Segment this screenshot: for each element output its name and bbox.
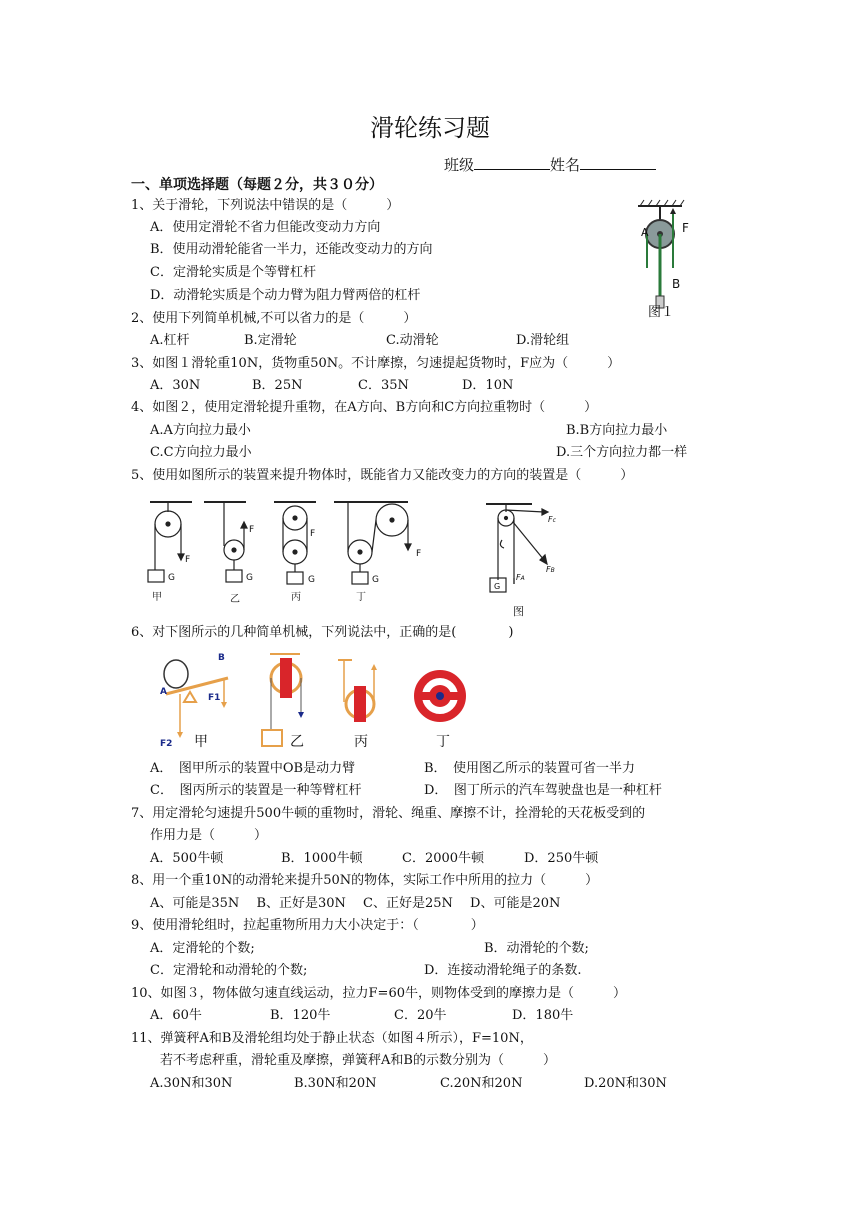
q7-option-a: A．500牛顿 [150, 851, 224, 866]
fig1-label-b: B [672, 277, 681, 291]
fig5-g-yi: G [246, 573, 253, 583]
q6-option-b: B． 使用图乙所示的装置可省一半力 [424, 761, 636, 776]
fig5-f-ding: F [416, 549, 422, 559]
q11-option-c: C.20N和20N [440, 1076, 523, 1091]
q11-stem-cont: 若不考虑秤重，滑轮重及摩擦，弹簧秤A和B的示数分别为（ ） [160, 1053, 556, 1068]
q7-stem-cont: 作用力是（ ） [150, 828, 268, 843]
q3-option-b: B．25N [252, 378, 303, 393]
fig2-fb-sub: B [550, 567, 555, 574]
fig1-label-a: A [641, 226, 649, 239]
svg-text:Fc [548, 515, 557, 524]
fig6-label-f1: F1 [208, 693, 221, 703]
q10-option-a: A．60牛 [150, 1008, 202, 1023]
q2-option-d: D.滑轮组 [516, 333, 570, 348]
q4-option-d: D.三个方向拉力都一样 [556, 445, 688, 460]
q5-stem: 5、使用如图所示的装置来提升物体时，既能省力又能改变力的方向的装置是（ ） [131, 468, 634, 483]
class-name-line [444, 154, 656, 175]
fig6-name-bing: 丙 [354, 734, 368, 750]
q11-option-b: B.30N和20N [294, 1076, 377, 1091]
q9-option-c: C．定滑轮和动滑轮的个数; [150, 963, 308, 978]
svg-text:FA [516, 573, 525, 582]
fig5-label-ding: 丁 [356, 592, 366, 603]
q10-option-b: B．120牛 [270, 1008, 331, 1023]
fig2-fa: F [516, 573, 521, 582]
class-blank[interactable] [474, 154, 550, 170]
q11-option-a: A.30N和30N [150, 1076, 233, 1091]
fig1-label-f: F [682, 221, 689, 235]
name-blank[interactable] [580, 154, 656, 170]
name-label: 姓名 [550, 156, 581, 174]
fig1-caption: 图１ [648, 305, 675, 320]
fig5-f-bing: F [310, 529, 316, 539]
q3-option-d: D．10N [462, 378, 514, 393]
q6-option-d: D． 图丁所示的汽车驾驶盘也是一种杠杆 [424, 783, 662, 798]
q8-stem: 8、用一个重10N的动滑轮来提升50N的物体，实际工作中所用的拉力（ ） [131, 873, 599, 888]
q10-option-c: C．20牛 [394, 1008, 447, 1023]
q9-option-d: D．连接动滑轮绳子的条数. [424, 963, 582, 978]
fig6-label-a: A [160, 687, 167, 697]
q7-stem: 7、用定滑轮匀速提升500牛顿的重物时，滑轮、绳重、摩擦不计，拴滑轮的天花板受到的 [131, 806, 646, 821]
fig2-fa-sub: A [520, 575, 525, 582]
q3-stem: 3、如图１滑轮重10N，货物重50N。不计摩擦，匀速提起货物时，F应为（ ） [131, 356, 621, 371]
q11-option-d: D.20N和30N [584, 1076, 667, 1091]
fig6-label-f2: F2 [160, 739, 173, 749]
q9-option-b: B．动滑轮的个数; [484, 941, 589, 956]
section-heading: 一、单项选择题（每题２分，共３０分） [131, 177, 383, 193]
q3-option-c: C．35N [358, 378, 409, 393]
q2-stem: 2、使用下列简单机械,不可以省力的是（ ） [131, 311, 417, 326]
q1-option-a: A．使用定滑轮不省力但能改变动力方向 [150, 220, 381, 235]
q7-option-d: D．250牛顿 [524, 851, 599, 866]
fig5-g-ding: G [372, 575, 379, 585]
q7-option-b: B．1000牛顿 [281, 851, 363, 866]
q4-option-b: B.B方向拉力最小 [566, 423, 668, 438]
q6-option-a: A． 图甲所示的装置中OB是动力臂 [150, 761, 356, 776]
fig6-name-jia: 甲 [194, 734, 208, 750]
q10-stem: 10、如图３，物体做匀速直线运动，拉力F=60牛，则物体受到的摩擦力是（ ） [131, 986, 626, 1001]
q6-stem: 6、对下图所示的几种简单机械，下列说法中，正确的是( ) [131, 625, 514, 640]
figure-6-simple-machines [158, 648, 470, 752]
fig2-g: G [494, 582, 501, 591]
fig5-g-jia: G [168, 573, 175, 583]
fig6-name-yi: 乙 [290, 734, 304, 750]
q9-option-a: A．定滑轮的个数; [150, 941, 255, 956]
fig2-caption: 图 [513, 605, 524, 618]
fig5-label-yi: 乙 [230, 594, 240, 605]
q4-stem: 4、如图２，使用定滑轮提升重物，在A方向、B方向和C方向拉重物时（ ） [131, 400, 598, 415]
q4-option-c: C.C方向拉力最小 [150, 445, 252, 460]
q11-stem: 11、弹簧秤A和B及滑轮组均处于静止状态（如图４所示），F=10N， [131, 1031, 533, 1046]
svg-text:FB [546, 565, 555, 574]
class-label: 班级 [444, 156, 475, 174]
q3-option-a: A．30N [150, 378, 201, 393]
fig2-fc-sub: c [552, 517, 556, 524]
q6-option-c: C． 图丙所示的装置是一种等臂杠杆 [150, 783, 362, 798]
fig5-f-yi: F [249, 525, 255, 535]
fig5-label-jia: 甲 [152, 592, 162, 603]
q1-option-d: D．动滑轮实质是个动力臂为阻力臂两倍的杠杆 [150, 288, 421, 303]
q8-options: A、可能是35N B、正好是30N C、正好是25N D、可能是20N [150, 896, 561, 911]
q2-option-a: A.杠杆 [150, 333, 190, 348]
figure-5-pulley-systems [146, 496, 442, 606]
fig6-name-ding: 丁 [436, 734, 450, 750]
fig2-fc: F [548, 515, 553, 524]
q1-option-c: C．定滑轮实质是个等臂杠杆 [150, 265, 316, 280]
fig2-fb: F [546, 565, 551, 574]
fig6-label-b: B [218, 653, 225, 663]
page-title: 滑轮练习题 [370, 114, 490, 142]
q1-option-b: B．使用动滑轮能省一半力，还能改变动力的方向 [150, 242, 433, 257]
fig5-g-bing: G [308, 575, 315, 585]
q7-option-c: C．2000牛顿 [402, 851, 485, 866]
q9-stem: 9、使用滑轮组时，拉起重物所用力大小决定于：（ ） [131, 918, 484, 933]
q4-option-a: A.A方向拉力最小 [150, 423, 251, 438]
fig5-label-bing: 丙 [291, 592, 301, 603]
q10-option-d: D．180牛 [512, 1008, 574, 1023]
q2-option-b: B.定滑轮 [244, 333, 297, 348]
fig5-f-jia: F [185, 555, 191, 565]
q2-option-c: C.动滑轮 [386, 333, 439, 348]
figure-2-pull-directions [480, 498, 570, 598]
q1-stem: 1、关于滑轮，下列说法中错误的是（ ） [131, 198, 400, 213]
